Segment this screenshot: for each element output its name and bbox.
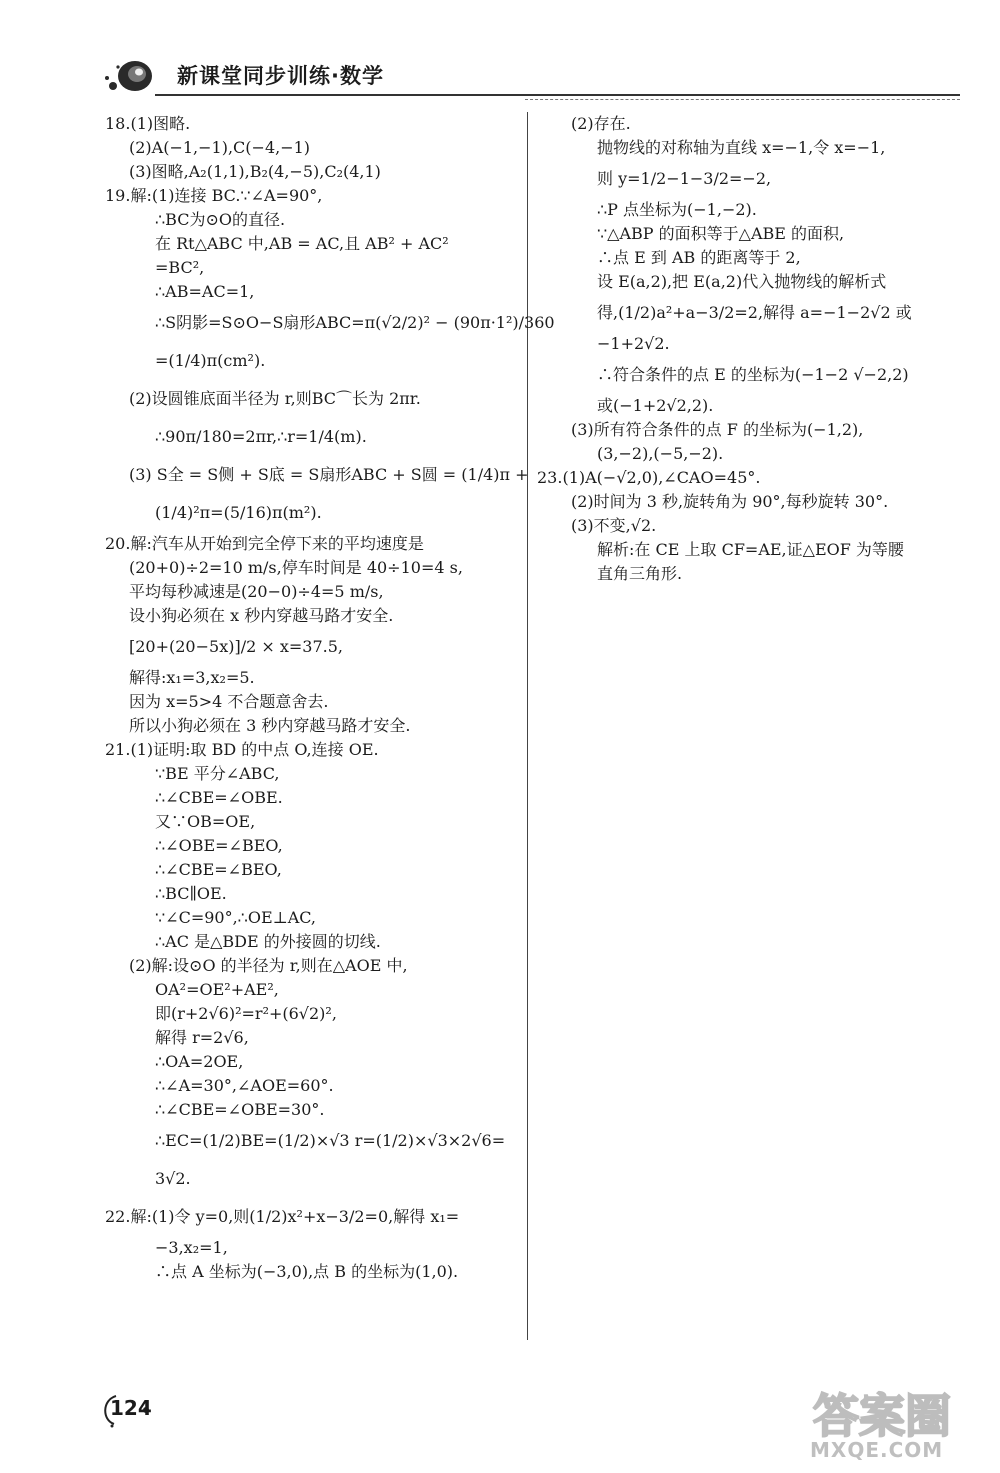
answer-line: (20+0)÷2=10 m/s,停车时间是 40÷10=4 s, bbox=[129, 558, 463, 577]
answer-line: (3) S全 = S侧 + S底 = S扇形ABC + S圆 = (1/4)π + bbox=[129, 465, 529, 484]
column-divider bbox=[527, 112, 528, 1340]
answer-line: (1/4)²π=(5/16)π(m²). bbox=[155, 503, 322, 522]
answer-line: (3,−2),(−5,−2). bbox=[597, 444, 724, 463]
answer-line: 3√2. bbox=[155, 1169, 191, 1188]
answer-line: 19.解:(1)连接 BC.∵∠A=90°, bbox=[105, 186, 323, 205]
answer-line: 20.解:汽车从开始到完全停下来的平均速度是 bbox=[105, 534, 424, 553]
answer-line: ∴符合条件的点 E 的坐标为(−1−2 √−2,2) bbox=[597, 365, 909, 384]
header-title: 新课堂同步训练·数学 bbox=[177, 64, 384, 88]
left-column bbox=[105, 112, 555, 1284]
answer-line: ∴∠A=30°,∠AOE=60°. bbox=[155, 1076, 334, 1095]
answer-line: ∴∠CBE=∠BEO, bbox=[155, 860, 282, 879]
answer-line: −1+2√2. bbox=[597, 334, 670, 353]
answer-line: =BC², bbox=[155, 258, 205, 277]
answer-line: 设小狗必须在 x 秒内穿越马路才安全. bbox=[129, 606, 394, 625]
answer-line: (3)不变,√2. bbox=[571, 516, 657, 535]
answer-line: ∴∠CBE=∠OBE. bbox=[155, 788, 283, 807]
answer-line: ∵BE 平分∠ABC, bbox=[155, 764, 280, 783]
header-rule bbox=[155, 94, 960, 96]
answer-line: 又∵OB=OE, bbox=[155, 812, 256, 831]
answer-line: ∴∠CBE=∠OBE=30°. bbox=[155, 1100, 325, 1119]
answer-line: 解得 r=2√6, bbox=[155, 1028, 249, 1047]
answer-line: (2)设圆锥底面半径为 r,则BC⌒长为 2πr. bbox=[129, 389, 421, 408]
right-column bbox=[537, 112, 957, 586]
answer-line: −3,x₂=1, bbox=[155, 1238, 228, 1257]
answer-line: 所以小狗必须在 3 秒内穿越马路才安全. bbox=[129, 716, 411, 735]
answer-line: 设 E(a,2),把 E(a,2)代入抛物线的解析式 bbox=[597, 272, 887, 291]
answer-line: ∴BC为⊙O的直径. bbox=[155, 210, 286, 229]
watermark-text: MXQE.COM bbox=[810, 1438, 944, 1462]
answer-line: 直角三角形. bbox=[597, 564, 683, 583]
answer-line: 即(r+2√6)²=r²+(6√2)², bbox=[155, 1004, 337, 1023]
answer-line: 21.(1)证明:取 BD 的中点 O,连接 OE. bbox=[105, 740, 379, 759]
page-number bbox=[100, 1392, 150, 1428]
answer-line: (2)存在. bbox=[571, 114, 631, 133]
watermark-logo-text: 答案圈 bbox=[813, 1389, 951, 1443]
page-header bbox=[95, 52, 965, 100]
answer-line: ∴OA=2OE, bbox=[155, 1052, 244, 1071]
answer-line: 平均每秒减速是(20−0)÷4=5 m/s, bbox=[129, 582, 384, 601]
answer-line: 22.解:(1)令 y=0,则(1/2)x²+x−3/2=0,解得 x₁= bbox=[105, 1207, 460, 1226]
answer-line: 抛物线的对称轴为直线 x=−1,令 x=−1, bbox=[597, 138, 886, 157]
book-logo-icon bbox=[103, 56, 155, 96]
answer-line: [20+(20−5x)]/2 × x=37.5, bbox=[129, 637, 343, 656]
answer-line: ∵∠C=90°,∴OE⊥AC, bbox=[155, 908, 317, 927]
answer-line: (2)时间为 3 秒,旋转角为 90°,每秒旋转 30°. bbox=[571, 492, 889, 511]
answer-line: (3)所有符合条件的点 F 的坐标为(−1,2), bbox=[571, 420, 864, 439]
answer-line: ∵△ABP 的面积等于△ABE 的面积, bbox=[597, 224, 845, 243]
answer-line: (2)A(−1,−1),C(−4,−1) bbox=[129, 138, 311, 157]
answer-line: ∴P 点坐标为(−1,−2). bbox=[597, 200, 757, 219]
answer-line: ∴∠OBE=∠BEO, bbox=[155, 836, 283, 855]
answer-line: 因为 x=5>4 不合题意舍去. bbox=[129, 692, 329, 711]
answer-line: 则 y=1/2−1−3/2=−2, bbox=[597, 169, 772, 188]
answer-line: ∴AC 是△BDE 的外接圆的切线. bbox=[155, 932, 381, 951]
answer-line: 18.(1)图略. bbox=[105, 114, 191, 133]
answer-line: ∴点 A 坐标为(−3,0),点 B 的坐标为(1,0). bbox=[155, 1262, 459, 1281]
answer-line: ∴S阴影=S⊙O−S扇形ABC=π(√2/2)² − (90π·1²)/360 bbox=[155, 313, 555, 332]
answer-line: ∴EC=(1/2)BE=(1/2)×√3 r=(1/2)×√3×2√6= bbox=[155, 1131, 506, 1150]
page-number-text: 124 bbox=[110, 1396, 152, 1420]
answer-line: 解析:在 CE 上取 CF=AE,证△EOF 为等腰 bbox=[597, 540, 904, 559]
answer-line: 或(−1+2√2,2). bbox=[597, 396, 714, 415]
answer-line: OA²=OE²+AE², bbox=[155, 980, 279, 999]
answer-line: (3)图略,A₂(1,1),B₂(4,−5),C₂(4,1) bbox=[129, 162, 381, 181]
answer-line: ∴AB=AC=1, bbox=[155, 282, 255, 301]
answer-line: 解得:x₁=3,x₂=5. bbox=[129, 668, 255, 687]
answer-line: ∴BC∥OE. bbox=[155, 884, 227, 903]
answer-line: =(1/4)π(cm²). bbox=[155, 351, 266, 370]
answer-line: 23.(1)A(−√2,0),∠CAO=45°. bbox=[537, 468, 761, 487]
answer-line: 在 Rt△ABC 中,AB = AC,且 AB² + AC² bbox=[155, 234, 449, 253]
answer-line: ∴90π/180=2πr,∴r=1/4(m). bbox=[155, 427, 367, 446]
answer-line: (2)解:设⊙O 的半径为 r,则在△AOE 中, bbox=[129, 956, 408, 975]
header-dashed-rule bbox=[525, 99, 960, 100]
answer-line: ∴点 E 到 AB 的距离等于 2, bbox=[597, 248, 801, 267]
answer-line: 得,(1/2)a²+a−3/2=2,解得 a=−1−2√2 或 bbox=[597, 303, 912, 322]
